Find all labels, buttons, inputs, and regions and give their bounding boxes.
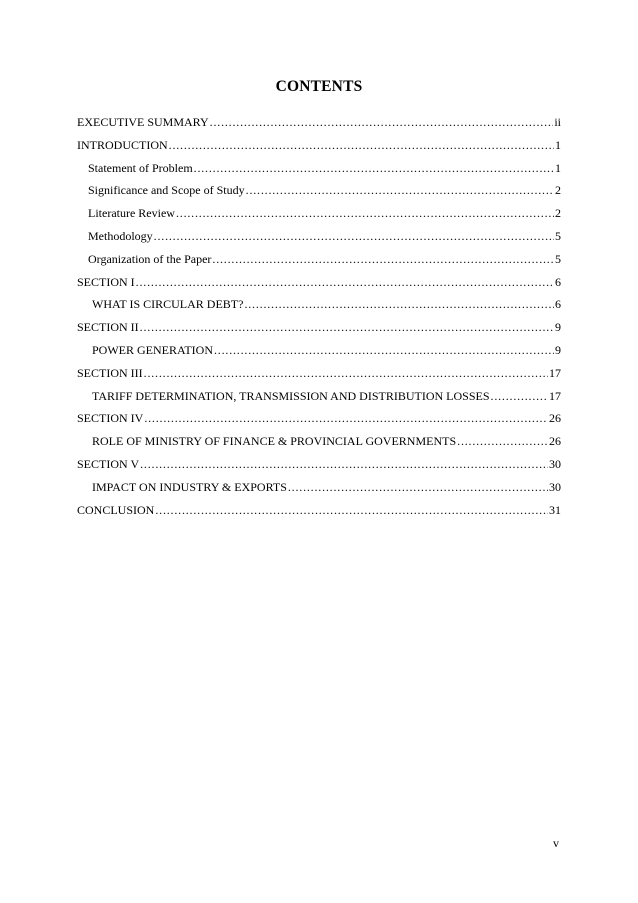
toc-entry-page: 26 xyxy=(549,434,561,449)
toc-entry-page: 5 xyxy=(555,228,561,243)
toc-dot-leader xyxy=(176,206,554,221)
toc-entry-organization-of-paper xyxy=(77,252,561,275)
toc-entry-statement-of-problem xyxy=(77,161,561,184)
toc-dot-leader xyxy=(154,229,554,244)
toc-dot-leader xyxy=(136,275,554,290)
page-number: v xyxy=(553,836,559,850)
toc-entry-label: Significance and Scope of Study xyxy=(88,183,245,198)
toc-entry-label: POWER GENERATION xyxy=(92,342,213,357)
toc-entry-label: Organization of the Paper xyxy=(88,251,212,266)
toc-entry-conclusion xyxy=(77,503,561,526)
toc-dot-leader xyxy=(194,161,554,176)
toc-dot-leader xyxy=(144,411,548,426)
toc-dot-leader xyxy=(246,183,554,198)
toc-entry-label: Statement of Problem xyxy=(88,160,193,175)
toc-entry-section-1 xyxy=(77,275,561,298)
toc-entry-label: TARIFF DETERMINATION, TRANSMISSION AND DISTRIBUTION LOSSES xyxy=(92,388,490,403)
toc-dot-leader xyxy=(244,297,554,312)
toc-entry-page: 2 xyxy=(555,206,561,221)
toc-entry-label: INTRODUCTION xyxy=(77,137,168,152)
toc-entry-what-is-circular-debt xyxy=(77,297,561,320)
toc-entry-impact-on-industry xyxy=(77,480,561,503)
toc-entry-section-3 xyxy=(77,366,561,389)
toc-entry-label: IMPACT ON INDUSTRY & EXPORTS xyxy=(92,479,287,494)
toc-entry-page: 5 xyxy=(555,251,561,266)
toc-entry-page: 30 xyxy=(549,479,561,494)
toc-entry-significance-and-scope xyxy=(77,183,561,206)
toc-entry-section-4 xyxy=(77,411,561,434)
toc-entry-methodology xyxy=(77,229,561,252)
table-of-contents xyxy=(77,115,561,525)
toc-entry-page: 26 xyxy=(549,411,561,426)
toc-entry-label: CONCLUSION xyxy=(77,502,155,517)
toc-entry-label: SECTION V xyxy=(77,456,140,471)
toc-entry-label: SECTION II xyxy=(77,320,139,335)
toc-entry-page: 17 xyxy=(549,388,561,403)
toc-dot-leader xyxy=(155,503,548,518)
toc-entry-label: EXECUTIVE SUMMARY xyxy=(77,115,209,129)
toc-entry-page: 9 xyxy=(555,342,561,357)
toc-entry-section-5 xyxy=(77,457,561,480)
toc-entry-label: SECTION IV xyxy=(77,411,144,426)
toc-dot-leader xyxy=(491,389,548,404)
toc-entry-page: 1 xyxy=(555,160,561,175)
toc-entry-section-2 xyxy=(77,320,561,343)
toc-entry-label: Literature Review xyxy=(88,206,175,221)
toc-entry-page: 6 xyxy=(555,297,561,312)
toc-entry-page: 6 xyxy=(555,274,561,289)
toc-entry-label: Methodology xyxy=(88,228,153,243)
toc-entry-power-generation xyxy=(77,343,561,366)
toc-entry-role-of-ministry xyxy=(77,434,561,457)
toc-dot-leader xyxy=(214,343,554,358)
toc-entry-page: 17 xyxy=(549,365,561,380)
toc-entry-executive-summary xyxy=(77,115,561,138)
toc-entry-page: 31 xyxy=(549,502,561,517)
toc-entry-label: WHAT IS CIRCULAR DEBT? xyxy=(92,297,244,312)
toc-entry-page: 30 xyxy=(549,456,561,471)
toc-dot-leader xyxy=(169,138,554,153)
toc-dot-leader xyxy=(212,252,554,267)
toc-entry-label: ROLE OF MINISTRY OF FINANCE & PROVINCIAL GOVERNMENTS xyxy=(92,434,457,449)
toc-dot-leader xyxy=(140,320,554,335)
toc-entry-page: 1 xyxy=(555,137,561,152)
toc-entry-page: 2 xyxy=(555,183,561,198)
toc-dot-leader xyxy=(288,480,548,495)
toc-dot-leader xyxy=(210,115,554,130)
toc-entry-page: ii xyxy=(554,115,561,129)
toc-entry-label: SECTION III xyxy=(77,365,143,380)
toc-entry-label: SECTION I xyxy=(77,274,135,289)
contents-title: CONTENTS xyxy=(275,78,363,95)
toc-dot-leader xyxy=(140,457,548,472)
toc-entry-page: 9 xyxy=(555,320,561,335)
toc-entry-introduction xyxy=(77,138,561,161)
toc-entry-literature-review xyxy=(77,206,561,229)
toc-entry-tariff-determination xyxy=(77,389,561,412)
toc-dot-leader xyxy=(144,366,548,381)
toc-dot-leader xyxy=(457,434,548,449)
